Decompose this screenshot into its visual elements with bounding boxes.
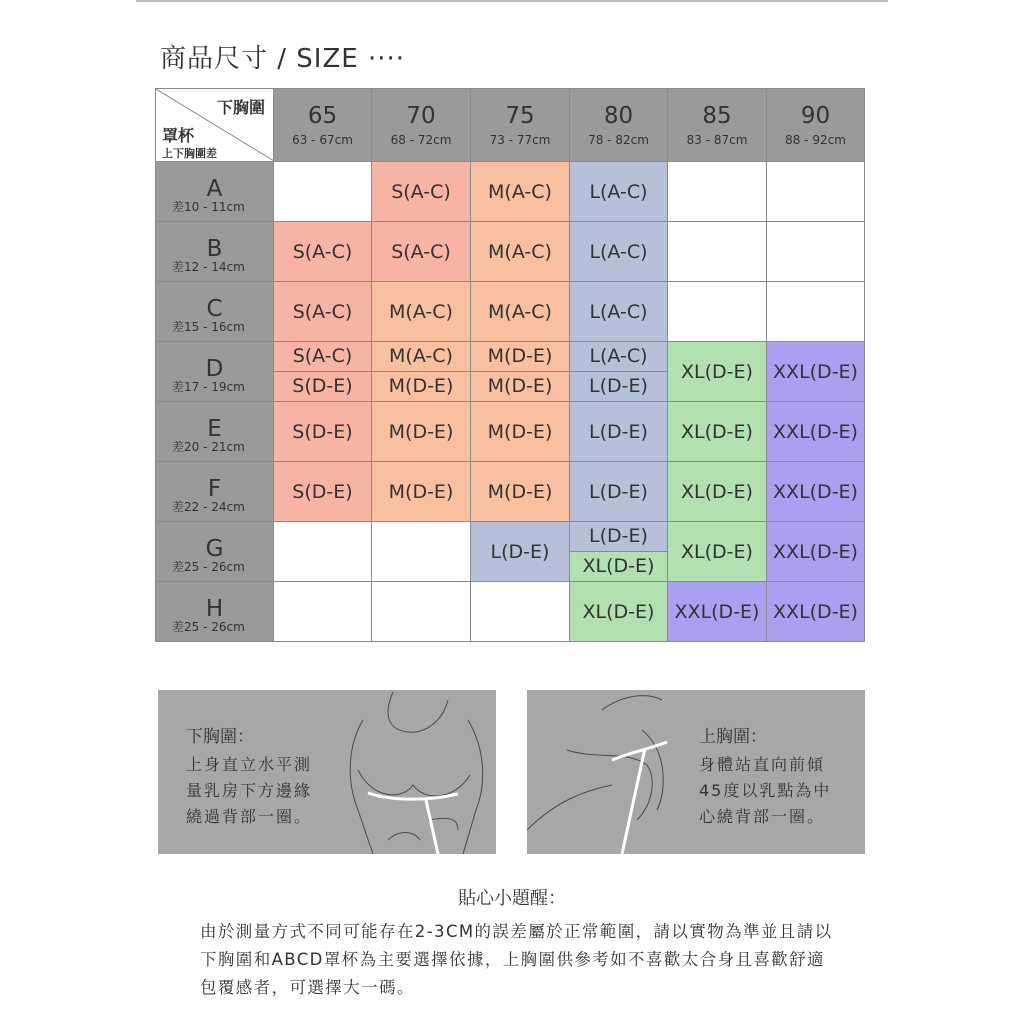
size-cell bbox=[668, 282, 767, 342]
size-value: XXL(D-E) bbox=[773, 420, 858, 443]
under-bust-label: 下胸圍 bbox=[216, 98, 265, 117]
column-header-65 bbox=[274, 89, 372, 162]
table-row bbox=[156, 522, 865, 582]
size-cell bbox=[274, 522, 372, 582]
column-under-bust-size: 80 bbox=[603, 103, 634, 129]
size-cell bbox=[668, 522, 767, 582]
column-range: 68 - 72cm bbox=[390, 133, 452, 147]
size-value: XL(D-E) bbox=[681, 540, 753, 563]
size-value: M(A-C) bbox=[389, 300, 453, 323]
size-value: S(A-C) bbox=[391, 240, 451, 263]
size-value: M(A-C) bbox=[488, 300, 552, 323]
over-bust-title: 上胸圍： bbox=[699, 727, 767, 747]
size-value: XXL(D-E) bbox=[773, 480, 858, 503]
column-under-bust-size: 85 bbox=[702, 103, 732, 129]
size-cell bbox=[767, 402, 865, 462]
cup-size: F bbox=[207, 475, 222, 502]
cup-label: 罩杯 bbox=[162, 126, 195, 145]
cup-difference-range: 差10 - 11cm bbox=[172, 200, 245, 214]
column-under-bust-size: 70 bbox=[406, 103, 436, 129]
size-cell bbox=[767, 462, 865, 522]
column-header-90 bbox=[767, 89, 865, 162]
size-value: XXL(D-E) bbox=[773, 360, 858, 383]
cup-difference-range: 差17 - 19cm bbox=[172, 380, 245, 394]
cup-difference-range: 差20 - 21cm bbox=[172, 440, 245, 454]
size-value: L(D-E) bbox=[589, 420, 648, 443]
column-header-70 bbox=[372, 89, 471, 162]
size-value: M(A-C) bbox=[488, 240, 552, 263]
table-row bbox=[156, 342, 865, 402]
under-bust-panel bbox=[158, 690, 496, 854]
column-header-80 bbox=[570, 89, 668, 162]
cup-difference-range: 差25 - 26cm bbox=[172, 620, 245, 634]
row-header-D bbox=[156, 342, 274, 402]
row-header-E bbox=[156, 402, 274, 462]
over-bust-text: 身體站直向前傾 45度以乳點為中 心繞背部一圈。 bbox=[699, 755, 832, 826]
table-row bbox=[156, 222, 865, 282]
size-cell bbox=[668, 222, 767, 282]
size-cell bbox=[372, 582, 471, 642]
size-value: S(A-C) bbox=[391, 180, 451, 203]
top-divider bbox=[136, 0, 888, 2]
size-cell bbox=[471, 162, 570, 222]
tip-title: 貼心小題醒： bbox=[458, 888, 566, 909]
size-value-lower: M(D-E) bbox=[487, 375, 553, 397]
size-cell bbox=[274, 342, 372, 402]
size-cell bbox=[471, 462, 570, 522]
size-value: XXL(D-E) bbox=[674, 600, 760, 623]
size-cell bbox=[372, 522, 471, 582]
row-header-B bbox=[156, 222, 274, 282]
size-cell bbox=[570, 162, 668, 222]
size-cell bbox=[372, 462, 471, 522]
table-row bbox=[156, 462, 865, 522]
size-cell bbox=[668, 402, 767, 462]
size-value: L(A-C) bbox=[589, 300, 648, 323]
size-cell bbox=[767, 582, 865, 642]
size-value: XL(D-E) bbox=[681, 480, 753, 503]
size-cell bbox=[668, 582, 767, 642]
size-value: M(A-C) bbox=[488, 180, 552, 203]
cup-size: C bbox=[206, 295, 223, 322]
size-cell bbox=[471, 402, 570, 462]
size-value: M(D-E) bbox=[388, 480, 454, 503]
table-corner-header bbox=[156, 89, 274, 162]
size-cell bbox=[767, 342, 865, 402]
size-cell bbox=[668, 462, 767, 522]
size-cell bbox=[274, 462, 372, 522]
size-cell bbox=[274, 162, 372, 222]
size-value-lower: L(D-E) bbox=[589, 375, 648, 397]
cup-size: G bbox=[205, 535, 224, 562]
size-cell bbox=[471, 522, 570, 582]
size-value-upper: L(A-C) bbox=[570, 342, 667, 372]
cup-size: D bbox=[205, 355, 224, 382]
size-value: XL(D-E) bbox=[582, 600, 655, 623]
size-cell bbox=[767, 282, 865, 342]
cup-size: B bbox=[206, 235, 223, 262]
size-cell bbox=[372, 342, 471, 402]
size-value: S(A-C) bbox=[292, 300, 353, 323]
size-value: S(D-E) bbox=[292, 480, 353, 503]
size-value-lower: XL(D-E) bbox=[570, 552, 667, 581]
size-cell bbox=[767, 162, 865, 222]
size-cell bbox=[570, 522, 668, 582]
size-cell bbox=[471, 282, 570, 342]
under-bust-title: 下胸圍： bbox=[186, 727, 254, 747]
size-value: L(A-C) bbox=[589, 240, 648, 263]
size-value: L(D-E) bbox=[490, 540, 550, 563]
size-cell bbox=[767, 522, 865, 582]
column-range: 78 - 82cm bbox=[588, 133, 649, 147]
size-value: XXL(D-E) bbox=[773, 540, 858, 563]
size-cell bbox=[570, 462, 668, 522]
size-cell bbox=[668, 342, 767, 402]
size-cell bbox=[767, 222, 865, 282]
row-header-H bbox=[156, 582, 274, 642]
size-value-lower: S(D-E) bbox=[292, 375, 353, 397]
tip-text: 由於測量方式不同可能存在2-3CM的誤差屬於正常範圍，請以實物為準並且請以下胸圍和ABCD罩杯為主要選擇依據，上胸圍供參考如不喜歡太合身且喜歡舒適包覆感者，可選擇大一碼。 bbox=[200, 922, 833, 997]
size-value: M(D-E) bbox=[388, 420, 454, 443]
cup-size: E bbox=[207, 415, 222, 442]
size-value-upper: M(D-E) bbox=[471, 342, 569, 372]
column-under-bust-size: 75 bbox=[505, 103, 535, 129]
cup-size: H bbox=[205, 595, 224, 622]
column-range: 83 - 87cm bbox=[686, 133, 748, 147]
size-cell bbox=[570, 402, 668, 462]
size-value: L(A-C) bbox=[589, 180, 648, 203]
column-under-bust-size: 90 bbox=[800, 103, 831, 129]
cup-difference-range: 差25 - 26cm bbox=[172, 560, 245, 574]
size-value: XL(D-E) bbox=[681, 360, 753, 383]
table-row bbox=[156, 162, 865, 222]
row-header-F bbox=[156, 462, 274, 522]
size-cell bbox=[372, 282, 471, 342]
size-cell bbox=[570, 582, 668, 642]
column-range: 88 - 92cm bbox=[785, 133, 846, 147]
table-row bbox=[156, 282, 865, 342]
size-value-lower: M(D-E) bbox=[388, 375, 454, 397]
cup-difference-range: 差15 - 16cm bbox=[172, 320, 245, 334]
under-bust-text: 上身直立水平測 量乳房下方邊緣 繞過背部一圈。 bbox=[186, 755, 313, 826]
bust-difference-label: 上下胸圍差 bbox=[162, 147, 217, 160]
size-value-upper: M(A-C) bbox=[372, 342, 470, 372]
cup-difference-range: 差22 - 24cm bbox=[172, 500, 245, 514]
size-value: XL(D-E) bbox=[681, 420, 753, 443]
table-row bbox=[156, 582, 865, 642]
size-cell bbox=[570, 342, 668, 402]
cup-difference-range: 差12 - 14cm bbox=[172, 260, 245, 274]
size-cell bbox=[570, 282, 668, 342]
size-cell bbox=[274, 222, 372, 282]
over-bust-panel bbox=[527, 690, 865, 854]
size-cell bbox=[471, 342, 570, 402]
size-cell bbox=[668, 162, 767, 222]
page-title: 商品尺寸 / SIZE ···· bbox=[160, 44, 406, 74]
column-range: 73 - 77cm bbox=[489, 133, 551, 147]
column-range: 63 - 67cm bbox=[292, 133, 353, 147]
size-cell bbox=[372, 402, 471, 462]
size-chart-table bbox=[155, 88, 865, 642]
size-cell bbox=[372, 222, 471, 282]
size-cell bbox=[471, 582, 570, 642]
size-cell bbox=[274, 282, 372, 342]
size-value-upper: L(D-E) bbox=[570, 522, 667, 552]
size-cell bbox=[372, 162, 471, 222]
cup-size: A bbox=[206, 175, 223, 202]
size-value: M(D-E) bbox=[487, 480, 553, 503]
size-value-upper: S(A-C) bbox=[274, 342, 371, 372]
row-header-G bbox=[156, 522, 274, 582]
size-value: S(A-C) bbox=[292, 240, 353, 263]
column-header-75 bbox=[471, 89, 570, 162]
size-value: S(D-E) bbox=[292, 420, 353, 443]
row-header-A bbox=[156, 162, 274, 222]
column-header-85 bbox=[668, 89, 767, 162]
row-header-C bbox=[156, 282, 274, 342]
size-cell bbox=[570, 222, 668, 282]
size-cell bbox=[471, 222, 570, 282]
size-value: M(D-E) bbox=[487, 420, 553, 443]
size-cell bbox=[274, 402, 372, 462]
size-cell bbox=[274, 582, 372, 642]
size-value: XXL(D-E) bbox=[773, 600, 858, 623]
column-under-bust-size: 65 bbox=[307, 103, 338, 129]
table-row bbox=[156, 402, 865, 462]
size-value: L(D-E) bbox=[589, 480, 648, 503]
